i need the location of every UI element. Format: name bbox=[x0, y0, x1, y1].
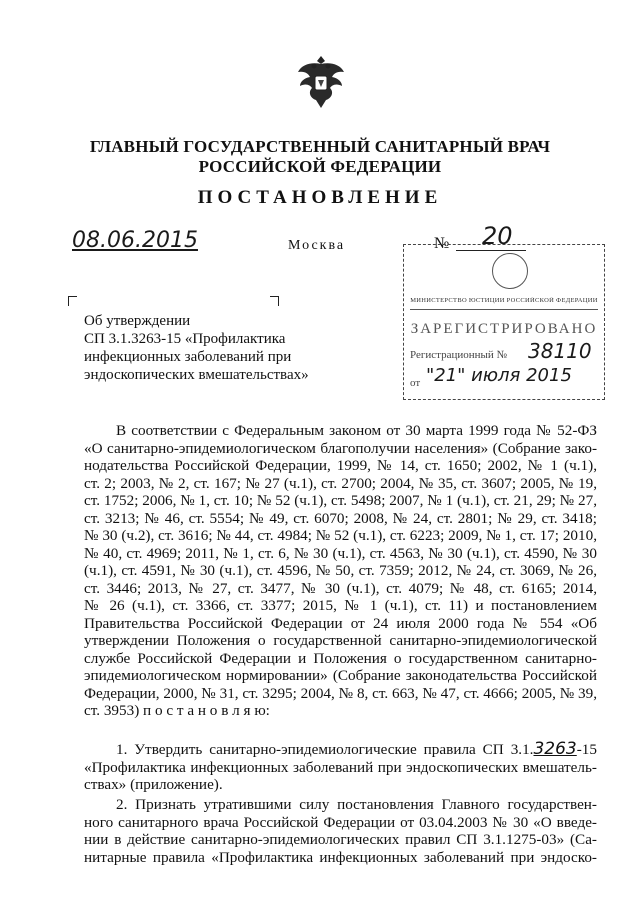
text-line: ствах» (приложение). bbox=[84, 776, 223, 793]
issuer-title-line2: РОССИЙСКОЙ ФЕДЕРАЦИИ bbox=[198, 157, 442, 176]
text-line bbox=[84, 741, 597, 759]
text-line: нодательства Российской Федерации, 1999, № 14, ст. 1650; 2002, № 1 (ч.1), bbox=[84, 457, 597, 474]
text-line: ст. 1752; 2006, № 1, ст. 10; № 52 (ч.1), ст. 5498; 2007, № 1 (ч.1), ст. 21, 29; № 27, bbox=[84, 492, 597, 509]
text-line: Правительства Российской Федерации от 24 июля 2000 года № 554 «Об bbox=[84, 614, 597, 632]
document-city: Москва bbox=[288, 238, 346, 253]
text-line: № 40, ст. 4969; 2011, № 1, ст. 6, № 30 (ч.1), ст. 4563, № 30 (ч.1), ст. 4590, № 30 bbox=[84, 544, 597, 562]
text-line: ст. 3953) п о с т а н о в л я ю: bbox=[84, 702, 270, 719]
subject-line: СП 3.1.3263-15 «Профилактика bbox=[84, 331, 286, 347]
text-line: ст. 2; 2003, № 2, ст. 167; № 27 (ч.1), ст. 2700; 2004, № 35, ст. 3607; 2005, № 19, bbox=[84, 474, 597, 492]
text-line: Федерации, 2000, № 31, ст. 3295; 2004, № 8, ст. 663, № 47, ст. 4666; 2005, № 39, bbox=[84, 684, 597, 702]
stamp-divider bbox=[410, 309, 598, 310]
text-line: нитарные правила «Профилактика инфекционных заболеваний при эндоско- bbox=[84, 848, 597, 866]
issuer-title-line1: ГЛАВНЫЙ ГОСУДАРСТВЕННЫЙ САНИТАРНЫЙ ВРАЧ bbox=[89, 137, 551, 156]
coat-of-arms-emblem bbox=[294, 52, 348, 112]
item-1-suffix: -15 bbox=[576, 741, 597, 758]
document-type: ПОСТАНОВЛЕНИЕ bbox=[197, 187, 443, 208]
stamp-reg-label: Регистрационный № bbox=[410, 349, 508, 361]
document-subject bbox=[84, 312, 309, 384]
text-line: В соответствии с Федеральным законом от 30 марта 1999 года № 52-ФЗ bbox=[116, 422, 597, 439]
text-line: (ч.1), ст. 4591, № 30 (ч.1), ст. 4596, № 50, ст. 7359; 2012, № 24, ст. 3069, № 26, bbox=[84, 562, 597, 579]
subject-line: эндоскопических вмешательствах» bbox=[84, 367, 309, 383]
item-1-prefix: 1. Утвердить санитарно-эпидемиологические правила СП 3.1. bbox=[116, 741, 534, 758]
subject-corner-left bbox=[68, 296, 77, 306]
stamp-status: ЗАРЕГИСТРИРОВАНО bbox=[410, 321, 598, 337]
document-number-label: № bbox=[434, 235, 450, 252]
handwritten-rule-number: 3263 bbox=[533, 739, 577, 759]
stamp-org: МИНИСТЕРСТВО ЮСТИЦИИ РОССИЙСКОЙ ФЕДЕРАЦИИ bbox=[410, 297, 598, 304]
text-line: 2. Признать утратившими силу постановления Главного государствен- bbox=[116, 796, 597, 813]
text-line: службе Российской Федерации и Положения о государственном санитарно- bbox=[84, 649, 597, 667]
text-line: «О санитарно-эпидемиологическом благополучии населения» (Собрание зако- bbox=[84, 439, 597, 457]
text-line: утверждении Положения о государственной санитарно-эпидемиологической bbox=[84, 632, 597, 649]
text-line: ст. 3446; 2013, № 27, ст. 3477, № 30 (ч.1), ст. 4079; № 48, ст. 6165; 2014, bbox=[84, 579, 597, 597]
stamp-reg-number: 38110 bbox=[528, 339, 592, 363]
text-line: № 30 (ч.2), ст. 3616; № 44, ст. 4984; № 52 (ч.1), ст. 6223; 2009, № 1, ст. 17; 2010, bbox=[84, 527, 597, 544]
subject-line: инфекционных заболеваний при bbox=[84, 349, 292, 365]
document-number: 20 bbox=[482, 222, 513, 250]
text-line: «Профилактика инфекционных заболеваний при эндоскопических вмешатель- bbox=[84, 758, 597, 776]
item-1-paragraph bbox=[84, 741, 597, 794]
preamble-paragraph bbox=[84, 422, 597, 720]
text-line: нии в действие санитарно-эпидемиологических правил СП 3.1.1275-03» (Са- bbox=[84, 831, 597, 848]
stamp-seal-icon bbox=[492, 253, 528, 289]
document-date: 08.06.2015 bbox=[72, 228, 198, 253]
text-line: ст. 3213; № 46, ст. 5554; № 49, ст. 6070; 2008, № 24, ст. 2801; № 29, ст. 3418; bbox=[84, 509, 597, 527]
stamp-date-prefix: от bbox=[410, 377, 421, 389]
text-line: № 26 (ч.1), ст. 3366, ст. 3377; 2015, № 1 (ч.1), ст. 11) и постановлением bbox=[84, 597, 597, 614]
item-2-paragraph bbox=[84, 796, 597, 866]
subject-corner-right bbox=[270, 296, 279, 306]
text-line: ного санитарного врача Российской Федерации от 03.04.2003 № 30 «О введе- bbox=[84, 813, 597, 831]
text-line: эпидемиологическом нормировании» (Собрание законодательства Российской bbox=[84, 667, 597, 684]
stamp-reg-date: "21" июля 2015 bbox=[426, 365, 572, 386]
registration-stamp bbox=[403, 244, 605, 400]
subject-line: Об утверждении bbox=[84, 313, 191, 329]
